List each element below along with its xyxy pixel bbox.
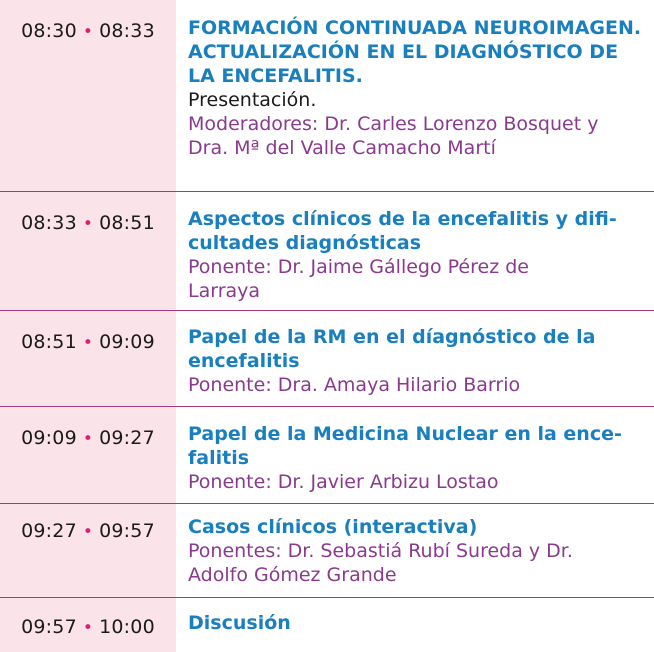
agenda-row (0, 192, 654, 311)
session-content (188, 422, 643, 494)
separator-dot: • (82, 429, 94, 449)
agenda-row (0, 407, 654, 504)
start-time: 08:51 (21, 331, 77, 353)
session-title-line: Discusión (188, 612, 291, 634)
session-title-line: FORMACIÓN CONTINUADA NEUROIMAGEN. (188, 17, 642, 39)
session-title-line: Casos clínicos (interactiva) (188, 516, 478, 538)
session-title-line: encefalitis (188, 350, 300, 372)
session-title-line: Papel de la RM en el díagnóstico de la (188, 326, 596, 348)
session-title-line: LA ENCEFALITIS. (188, 65, 363, 87)
time-range (0, 331, 176, 353)
separator-dot: • (82, 333, 94, 353)
start-time: 09:57 (21, 616, 77, 638)
start-time: 09:27 (21, 520, 77, 542)
session-people-line: Ponente: Dr. Jaime Gállego Pérez de (188, 256, 529, 278)
separator-dot: • (82, 522, 94, 542)
separator-dot: • (82, 22, 94, 42)
session-title-line: Papel de la Medicina Nuclear en la ence- (188, 423, 622, 445)
session-content (188, 325, 643, 397)
session-content (188, 207, 643, 303)
start-time: 09:09 (21, 427, 77, 449)
session-title-line: falitis (188, 447, 250, 469)
end-time: 09:27 (99, 427, 155, 449)
session-people-line: Dra. Mª del Valle Camacho Martí (188, 137, 496, 159)
end-time: 08:33 (99, 20, 155, 42)
session-people-line: Moderadores: Dr. Carles Lorenzo Bosquet y (188, 113, 599, 135)
time-range (0, 520, 176, 542)
end-time: 09:09 (99, 331, 155, 353)
separator-dot: • (82, 618, 94, 638)
session-people-line: Ponente: Dra. Amaya Hilario Barrio (188, 374, 521, 396)
time-range (0, 20, 176, 42)
start-time: 08:33 (21, 212, 77, 234)
session-title-line: Aspectos clínicos de la encefalitis y difi- (188, 208, 617, 230)
time-range (0, 212, 176, 234)
agenda-row (0, 598, 654, 652)
session-title-line: ACTUALIZACIÓN EN EL DIAGNÓSTICO DE (188, 41, 619, 63)
end-time: 08:51 (99, 212, 155, 234)
time-range (0, 427, 176, 449)
session-content (188, 611, 643, 635)
session-people-line: Larraya (188, 280, 261, 302)
session-people-line: Adolfo Gómez Grande (188, 564, 397, 586)
session-content (188, 16, 643, 160)
session-people-line: Ponente: Dr. Javier Arbizu Lostao (188, 471, 499, 493)
end-time: 09:57 (99, 520, 155, 542)
session-subtitle: Presentación. (188, 89, 317, 111)
agenda-row (0, 311, 654, 407)
start-time: 08:30 (21, 20, 77, 42)
session-people-line: Ponentes: Dr. Sebastiá Rubí Sureda y Dr. (188, 540, 573, 562)
agenda-row (0, 504, 654, 598)
session-title-line: cultades diagnósticas (188, 232, 422, 254)
session-content (188, 515, 643, 587)
agenda-row (0, 0, 654, 192)
time-range (0, 616, 176, 638)
end-time: 10:00 (99, 616, 155, 638)
separator-dot: • (82, 214, 94, 234)
